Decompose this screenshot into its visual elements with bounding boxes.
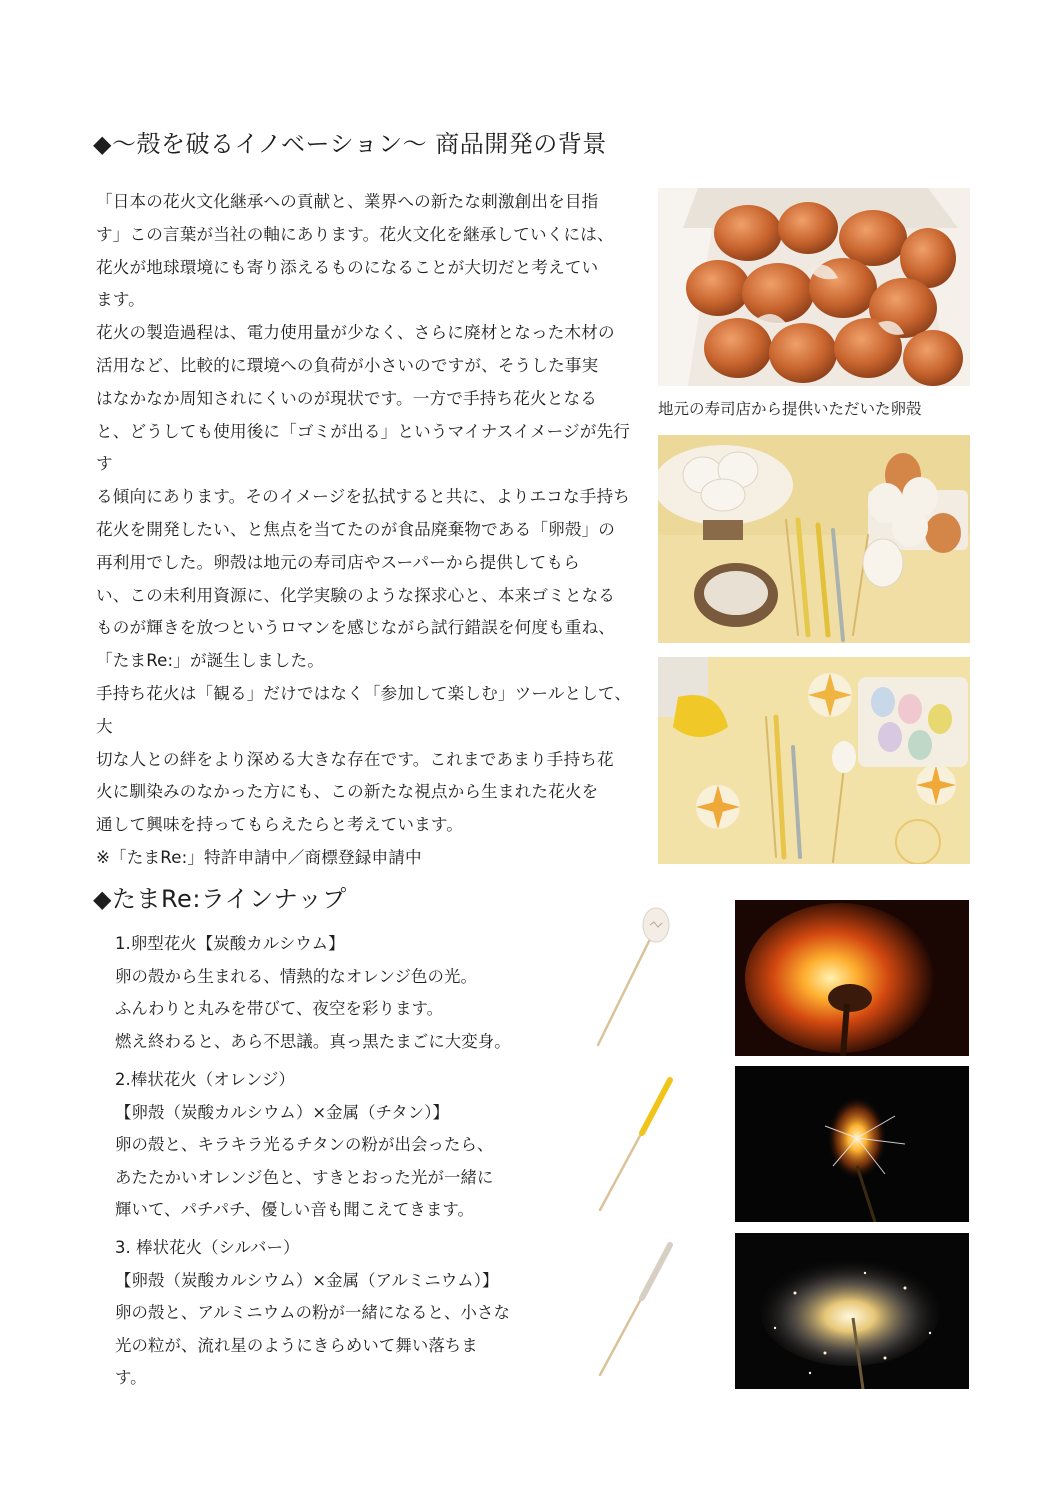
product-line: 輝いて、パチパチ、優しい音も聞こえてきます。 [115, 1200, 475, 1219]
product-line: 卵の殻から生まれる、情熱的なオレンジ色の光。 [115, 966, 477, 986]
product-name: 1.卵型花火【炭酸カルシウム】 [115, 934, 345, 953]
section-title-lineup: ◆たまRe:ラインナップ [93, 885, 347, 913]
product-line: 燃え終わると、あら不思議。真っ黒たまごに大変身。 [115, 1031, 511, 1051]
paragraph-1: 「日本の花火文化継承への貢献と、業界への新たな刺激創出を目指 す」この言葉が当社の軸にあります。花火文化を継承していくには、 花火が地球環境にも寄り添えるものになることが大切だと考えてい ます。 [96, 192, 614, 310]
background-body-text [96, 186, 644, 875]
product-material: 【卵殻（炭酸カルシウム）×金属（アルミニウム）】 [115, 1270, 499, 1290]
orange-stick-image [590, 1075, 680, 1215]
product-silver-stick [115, 1232, 535, 1395]
orange-stick-burning-photo [735, 1066, 969, 1222]
product-name: 3. 棒状花火（シルバー） [115, 1238, 300, 1257]
section-title-background: ◆～殻を破るイノベーション～ 商品開発の背景 [93, 130, 607, 158]
product-orange-stick [115, 1064, 535, 1227]
candy-sparklers-photo [658, 657, 970, 864]
egg-sparkler-image [590, 905, 680, 1050]
product-description: 卵の殻と、アルミニウムの粉が一緒になると、小さな 光の粒が、流れ星のようにきらめいて舞い落ちま す。 [115, 1303, 510, 1387]
photo-caption: 地元の寿司店から提供いただいた卵殻 [658, 400, 922, 418]
product-line: ふんわりと丸みを帯びて、夜空を彩ります。 [115, 999, 444, 1018]
trademark-note: ※「たまRe:」特許申請中／商標登録申請中 [96, 847, 422, 867]
product-name: 2.棒状花火（オレンジ） [115, 1070, 295, 1089]
egg-sparkler-burning-photo [735, 900, 969, 1056]
silver-stick-burning-photo [735, 1233, 969, 1389]
paragraph-2: 花火の製造過程は、電力使用量が少なく、さらに廃材となった木材の 活用など、比較的に環境への負荷が小さいのですが、そうした事実 はなかなか周知されにくいのが現状です。一方で手持ち花火となる と、どうしても使用後に「ゴミが出る」というマイナスイメージが先行す る傾向にあります。そのイメージを払拭すると共に、よりエコな手持ち 花火を開発したい、と焦点を当てたのが食品廃棄物である「卵殻」の 再利用でした。卵殻は地元の寿司店やスーパーから提供してもら い、この未利用資源に、化学実験のような探求心と、本来ゴミとなる ものが輝きを放つというロマンを感じながら試行錯誤を何度も重ね、 「たまRe:」が誕生しました。 [96, 323, 630, 671]
product-line: 卵の殻と、キラキラ光るチタンの粉が出会ったら、 [115, 1135, 494, 1154]
product-material: 【卵殻（炭酸カルシウム）×金属（チタン）】 [115, 1102, 450, 1122]
eggshells-photo [658, 188, 970, 386]
eggs-and-sparklers-photo [658, 435, 970, 643]
paragraph-3: 手持ち花火は「観る」だけではなく「参加して楽しむ」ツールとして、大 切な人との絆をより深める大きな存在です。これまであまり手持ち花 火に馴染みのなかった方にも、この新たな視点から生まれた花火を 通して興味を持ってもらえたらと考えています。 [96, 683, 632, 835]
product-line: あたたかいオレンジ色と、すきとおった光が一緒に [115, 1167, 494, 1187]
silver-stick-image [590, 1240, 680, 1380]
product-egg-sparkler [115, 928, 535, 1058]
